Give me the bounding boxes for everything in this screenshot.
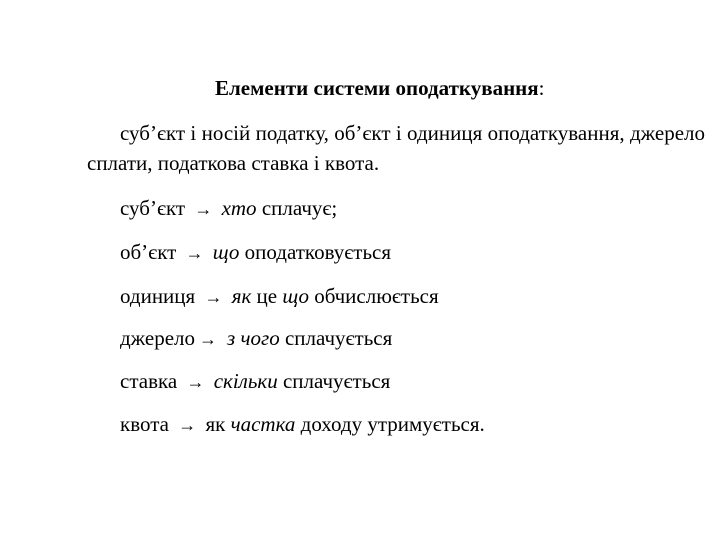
item-desc-part: що xyxy=(212,240,240,264)
item-desc-part: частка xyxy=(230,412,296,436)
item-desc-part: як xyxy=(231,284,252,308)
item-desc-part: доходу утримується. xyxy=(295,412,485,436)
slide-title-text: Елементи системи оподаткування xyxy=(215,76,539,100)
item-desc-part: що xyxy=(282,284,309,308)
arrow-right-icon: → xyxy=(194,199,213,219)
slide-title xyxy=(215,76,544,101)
item-term: джерело xyxy=(120,326,196,350)
item-term: суб’єкт xyxy=(120,196,186,220)
item-desc-part: з чого xyxy=(227,326,280,350)
item-term: ставка xyxy=(120,369,178,393)
intro-paragraph: суб’єкт і носій податку, об’єкт і одиниця оподаткування, джерело сплати, податкова ставка і квота. xyxy=(87,121,705,175)
list-item-quota xyxy=(120,412,485,437)
list-item-object xyxy=(120,240,391,265)
item-desc-part: обчислюється xyxy=(308,284,439,308)
item-desc xyxy=(213,240,391,264)
item-desc-part: хто xyxy=(221,196,257,220)
list-item-source xyxy=(120,326,392,351)
item-desc xyxy=(205,412,484,436)
arrow-right-icon: → xyxy=(178,415,197,435)
list-item-rate xyxy=(120,369,390,394)
arrow-right-icon: → xyxy=(199,329,218,349)
item-desc-part: оподатковується xyxy=(239,240,392,264)
item-desc-part: скільки xyxy=(213,369,278,393)
item-desc-part: як xyxy=(205,412,231,436)
list-item-unit xyxy=(120,284,439,309)
item-desc-part: це xyxy=(251,284,283,308)
item-desc xyxy=(227,326,392,350)
item-term: об’єкт xyxy=(120,240,177,264)
item-desc-part: сплачується xyxy=(279,326,393,350)
item-desc xyxy=(222,196,338,220)
list-item-subject xyxy=(120,196,337,221)
item-term: одиниця xyxy=(120,284,196,308)
arrow-right-icon: → xyxy=(204,287,223,307)
slide-title-colon: : xyxy=(538,76,545,100)
arrow-right-icon: → xyxy=(185,243,204,263)
item-desc xyxy=(232,284,439,308)
item-desc-part: сплачує; xyxy=(256,196,338,220)
arrow-right-icon: → xyxy=(186,372,205,392)
item-term: квота xyxy=(120,412,169,436)
item-desc xyxy=(214,369,391,393)
item-desc-part: сплачується xyxy=(277,369,391,393)
